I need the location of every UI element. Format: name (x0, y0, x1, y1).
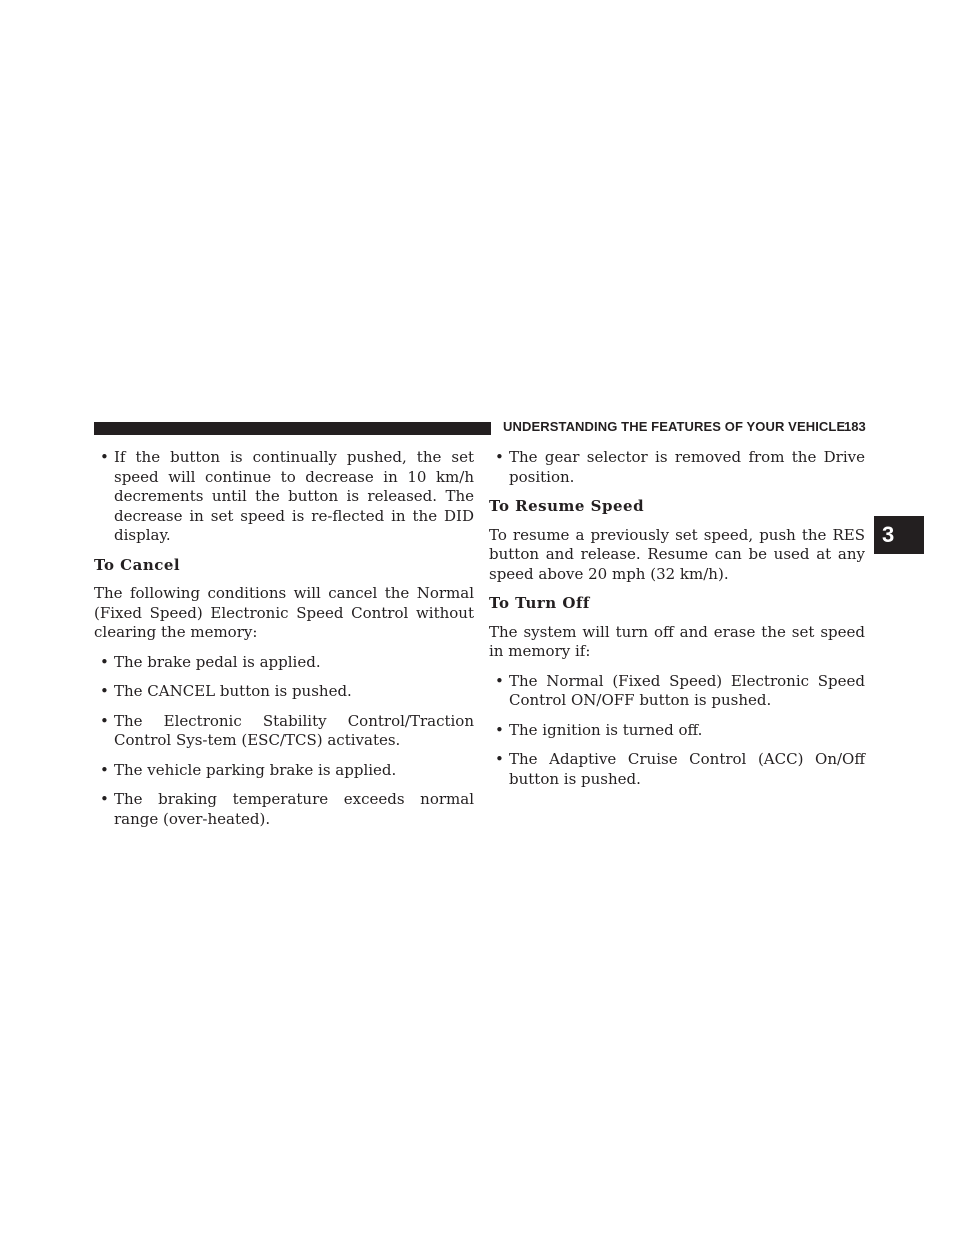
decrease-bullet-list (94, 448, 474, 546)
header-rule (94, 422, 491, 435)
cancel-intro: The following conditions will cancel the Normal (Fixed Speed) Electronic Speed Control without clearing the memory: (94, 584, 474, 641)
list-item: • The Adaptive Cruise Control (ACC) On/Off button is pushed. (489, 750, 865, 789)
cancel-bullet-list-cont (489, 448, 865, 487)
list-item: • The Normal (Fixed Speed) Electronic Speed Control ON/OFF button is pushed. (489, 672, 865, 711)
list-item: • The CANCEL button is pushed. (94, 682, 474, 702)
section-title: UNDERSTANDING THE FEATURES OF YOUR VEHICLE (503, 419, 846, 434)
heading-to-turn-off: To Turn Off (489, 594, 590, 612)
turnoff-bullet-list (489, 672, 865, 790)
heading-to-resume-speed: To Resume Speed (489, 497, 645, 515)
resume-text: To resume a previously set speed, push the RES button and release. Resume can be used at any speed above 20 mph (32 km/h). (489, 525, 865, 583)
page-number: 183 (844, 419, 866, 434)
turnoff-intro: The system will turn off and erase the set speed in memory if: (489, 622, 865, 660)
cancel-bullet-list (94, 653, 474, 830)
list-item: • The gear selector is removed from the Drive position. (489, 448, 865, 487)
left-column (94, 448, 474, 839)
list-item: • The braking temperature exceeds normal range (over-heated). (94, 790, 474, 829)
chapter-tab: 3 (874, 516, 924, 554)
list-item: • If the button is continually pushed, the set speed will continue to decrease in 10 km/h decrements until the button is released. The decrease in set speed is re-flected in the DID display. (94, 448, 474, 546)
list-item: • The vehicle parking brake is applied. (94, 761, 474, 781)
list-item: • The brake pedal is applied. (94, 653, 474, 673)
heading-to-cancel: To Cancel (94, 555, 181, 574)
list-item: • The ignition is turned off. (489, 721, 865, 741)
list-item: • The Electronic Stability Control/Traction Control Sys-tem (ESC/TCS) activates. (94, 712, 474, 751)
right-column (489, 448, 865, 799)
